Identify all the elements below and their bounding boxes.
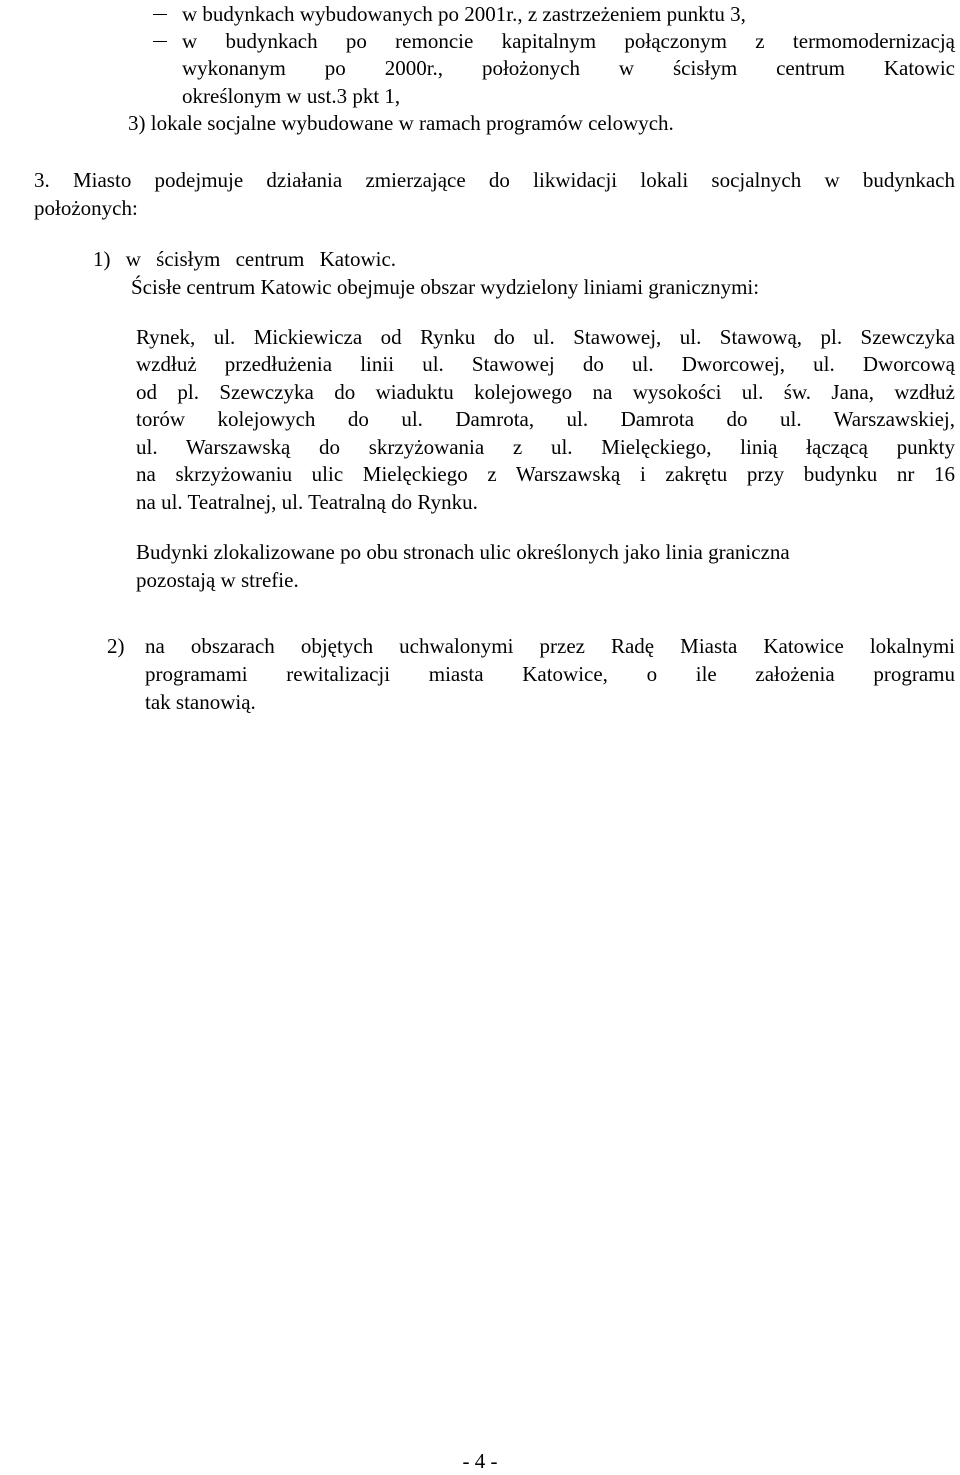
list-item-dash-1: w budynkach wybudowanych po 2001r., z zastrzeżeniem punktu 3, [182, 2, 746, 26]
section-3-line-2: położonych: [34, 196, 138, 220]
list-item-dash-2-line-3: określonym w ust.3 pkt 1, [182, 84, 401, 108]
boundary-line-7: na ul. Teatralnej, ul. Teatralną do Rynku. [136, 490, 478, 514]
boundary-line-1: Rynek, ul. Mickiewicza od Rynku do ul. Stawowej, ul. Stawową, pl. Szewczyka [136, 325, 955, 349]
boundary-line-4: torów kolejowych do ul. Damrota, ul. Damrota do ul. Warszawskiej, [136, 407, 955, 431]
list-dash-icon [153, 14, 167, 15]
sub-item-2-line-2: programami rewitalizacji miasta Katowice, o ile założenia programu [145, 662, 955, 686]
section-3-line-1: 3. Miasto podejmuje działania zmierzające do likwidacji lokali socjalnych w budynkach [34, 168, 955, 192]
list-dash-icon [153, 41, 167, 42]
sub-item-2-line-1: na obszarach objętych uchwalonymi przez Radę Miasta Katowice lokalnymi [145, 634, 955, 658]
boundary-line-5: ul. Warszawską do skrzyżowania z ul. Mielęckiego, linią łączącą punkty [136, 435, 955, 459]
page-number: - 4 - [462, 1449, 498, 1473]
list-item-3: 3) lokale socjalne wybudowane w ramach programów celowych. [128, 111, 674, 135]
list-item-dash-2-line-1: w budynkach po remoncie kapitalnym połączonym z termomodernizacją [182, 29, 955, 53]
sub-item-2-line-3: tak stanowią. [145, 690, 256, 714]
buildings-note-line-2: pozostają w strefie. [136, 568, 299, 592]
buildings-note-line-1: Budynki zlokalizowane po obu stronach ulic określonych jako linia graniczna [136, 540, 790, 564]
sub-item-2-number: 2) [107, 634, 125, 658]
sub-item-1: 1) w ścisłym centrum Katowic. [93, 247, 397, 271]
boundary-line-3: od pl. Szewczyka do wiaduktu kolejowego na wysokości ul. św. Jana, wzdłuż [136, 380, 955, 404]
boundary-line-2: wzdłuż przedłużenia linii ul. Stawowej do ul. Dworcowej, ul. Dworcową [136, 352, 955, 376]
centrum-definition: Ścisłe centrum Katowic obejmuje obszar wydzielony liniami granicznymi: [131, 275, 760, 299]
boundary-line-6: na skrzyżowaniu ulic Mielęckiego z Warszawską i zakrętu przy budynku nr 16 [136, 462, 955, 486]
list-item-dash-2-line-2: wykonanym po 2000r., położonych w ścisłym centrum Katowic [182, 56, 955, 80]
